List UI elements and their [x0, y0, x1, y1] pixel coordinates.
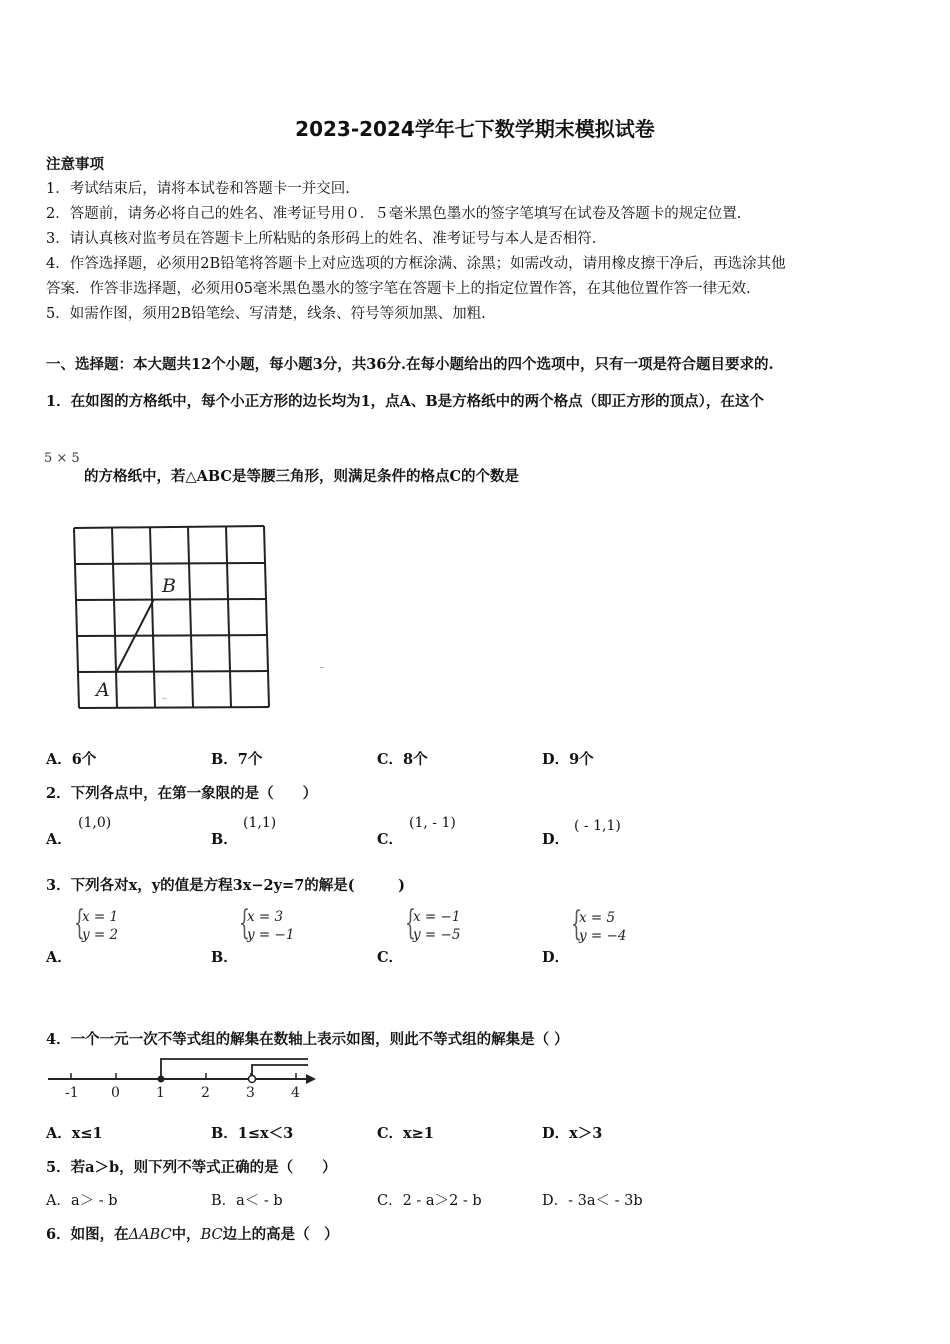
q2-label-c: C．	[377, 831, 404, 848]
q1-option-d: D．9个	[542, 751, 594, 768]
note-item: 2．答题前，请务必将自己的姓名、准考证号用０．５毫米黑色墨水的签字笔填写在试卷及答题卡的规定位置.	[46, 206, 742, 222]
q3-label-d: D．	[542, 949, 570, 966]
q2-point-a: (1,0)	[78, 815, 112, 831]
tick-label: -1	[65, 1085, 79, 1100]
point-a-label: A	[96, 679, 110, 701]
q4-option-c: C．x≥1	[377, 1125, 434, 1142]
note-item: 1．考试结束后，请将本试卷和答题卡一并交回.	[46, 181, 350, 197]
q5-stem: 5．若a＞b，则下列不等式正确的是（ ）	[46, 1159, 337, 1176]
q4-option-d: D．x＞3	[542, 1125, 603, 1142]
q2-label-d: D．	[542, 831, 570, 848]
q6-stem: 6．如图，在ΔABC中，BC边上的高是（ ）	[46, 1226, 339, 1243]
q1-option-a: A．6个	[46, 751, 97, 768]
q3-system-a: { x = 1 y = 2	[74, 903, 119, 943]
q5-option-d: D．- 3a＜ - 3b	[542, 1193, 643, 1209]
q1-option-b: B．7个	[211, 751, 263, 768]
tick-label: 4	[291, 1085, 300, 1100]
q2-stem: 2．下列各点中，在第一象限的是（ ）	[46, 785, 318, 802]
q2-label-b: B．	[211, 831, 238, 848]
q3-label-c: C．	[377, 949, 404, 966]
q4-stem: 4．一个一元一次不等式组的解集在数轴上表示如图，则此不等式组的解集是（ ）	[46, 1031, 569, 1048]
page-title: 2023-2024学年七下数学期末模拟试卷	[295, 117, 655, 141]
q3-stem: 3．下列各对x，y的值是方程3x−2y=7的解是( )	[46, 877, 406, 894]
q3-label-b: B．	[211, 949, 238, 966]
q3-system-d: { x = 5 y = −4	[571, 904, 627, 944]
note-item: 4．作答选择题，必须用2B铅笔将答题卡上对应选项的方框涂满、涂黑；如需改动，请用橡皮擦干净后，再选涂其他	[46, 256, 786, 272]
q2-label-a: A．	[46, 831, 72, 848]
q5-option-a: A．a＞ - b	[46, 1193, 118, 1209]
note-item: 答案．作答非选择题，必须用05毫米黑色墨水的签字笔在答题卡上的指定位置作答，在其他位置作答一律无效.	[46, 281, 751, 297]
q1-grid-size: 5 × 5	[44, 451, 80, 466]
tick-label: 3	[246, 1085, 255, 1100]
q5-option-b: B．a＜ - b	[211, 1193, 283, 1209]
q4-option-b: B．1≤x＜3	[211, 1125, 294, 1142]
q1-stem-line2: 的方格纸中，若△ABC是等腰三角形，则满足条件的格点C的个数是	[84, 468, 520, 485]
q3-system-b: { x = 3 y = −1	[239, 903, 295, 943]
notes-heading: 注意事项	[46, 156, 104, 173]
q2-point-c: (1, - 1)	[409, 815, 456, 831]
q2-point-b: (1,1)	[243, 815, 277, 831]
q3-system-c: { x = −1 y = −5	[405, 903, 461, 943]
q1-grid-figure	[70, 520, 275, 715]
tick-label: 0	[111, 1085, 120, 1100]
q3-label-a: A．	[46, 949, 72, 966]
section-heading: 一、选择题：本大题共12个小题，每小题3分，共36分.在每小题给出的四个选项中，只有一项是符合题目要求的.	[46, 356, 774, 373]
q4-number-line	[46, 1052, 321, 1100]
q1-option-c: C．8个	[377, 751, 428, 768]
tick-label: 2	[201, 1085, 210, 1100]
point-b-label: B	[162, 575, 176, 597]
q1-stem-line1: 1．在如图的方格纸中，每个小正方形的边长均为1，点A、B是方格纸中的两个格点（即正方形的顶点），在这个	[46, 393, 764, 410]
q4-option-a: A．x≤1	[46, 1125, 103, 1142]
q5-option-c: C．2 - a＞2 - b	[377, 1193, 482, 1209]
q2-point-d: ( - 1,1)	[574, 818, 621, 834]
tick-label: 1	[156, 1085, 165, 1100]
note-item: 5．如需作图，须用2B铅笔绘、写清楚，线条、符号等须加黑、加粗.	[46, 306, 486, 322]
note-item: 3．请认真核对监考员在答题卡上所粘贴的条形码上的姓名、准考证号与本人是否相符.	[46, 231, 597, 247]
